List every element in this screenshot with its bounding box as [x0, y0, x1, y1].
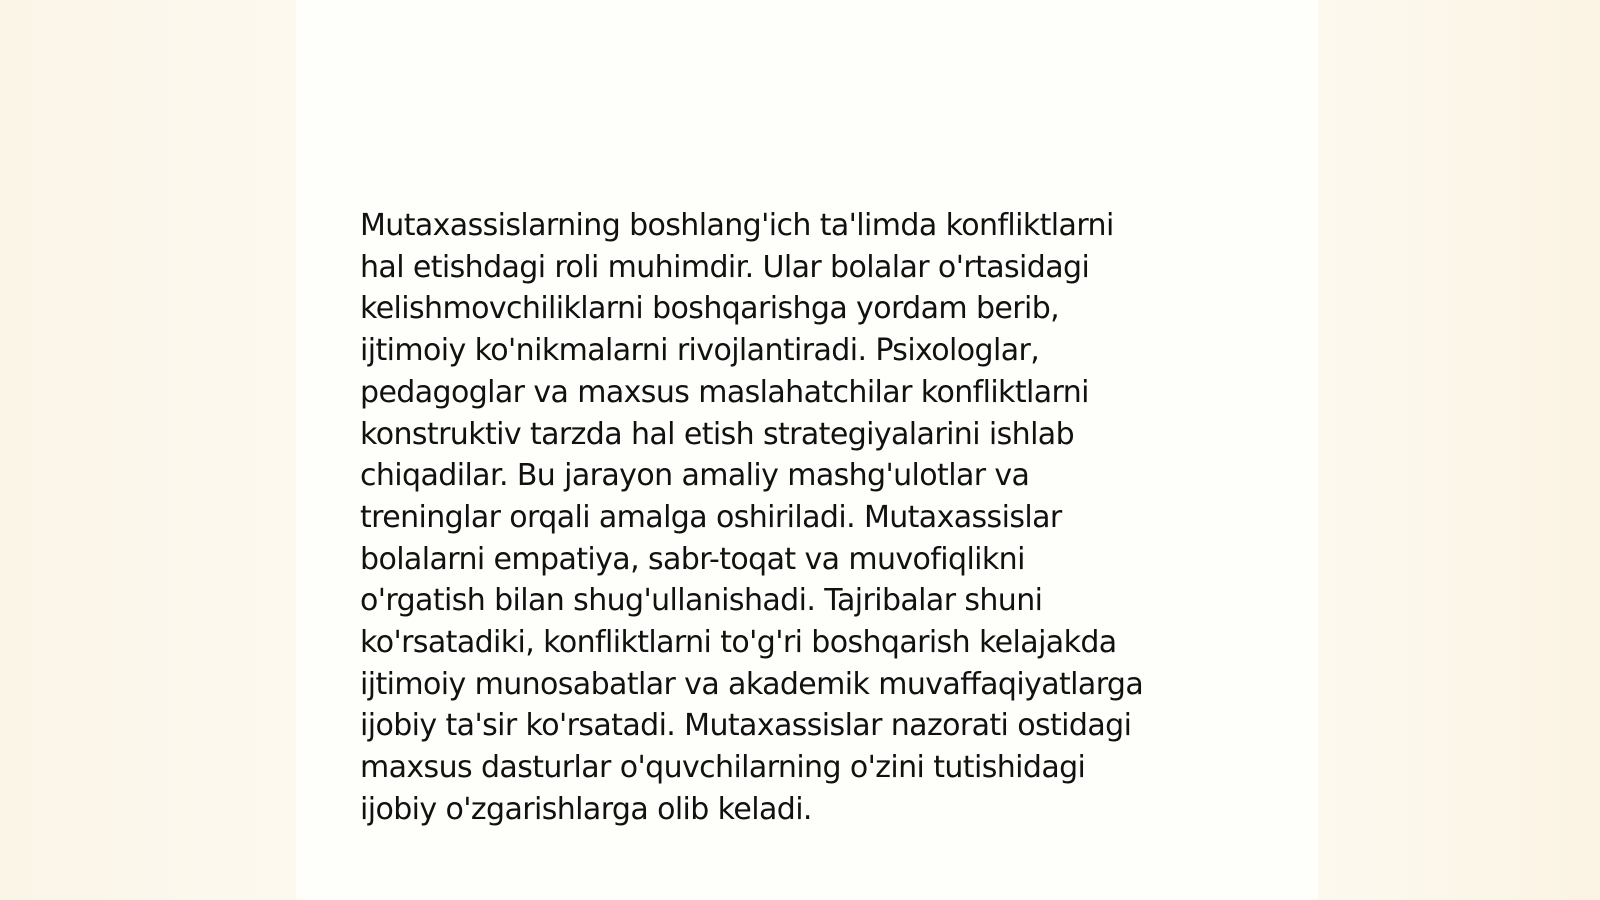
text-line: konstruktiv tarzda hal etish strategiyalarini ishlab — [360, 416, 1075, 452]
slide — [296, 0, 1318, 900]
text-line: chiqadilar. Bu jarayon amaliy mashg'ulotlar va — [360, 458, 1030, 494]
text-line: o'rgatish bilan shug'ullanishadi. Tajribalar shuni — [360, 583, 1043, 619]
text-line: hal etishdagi roli muhimdir. Ular bolalar o'rtasidagi — [360, 249, 1090, 285]
text-line: treninglar orqali amalga oshiriladi. Mutaxassislar — [360, 499, 1062, 535]
text-line: maxsus dasturlar o'quvchilarning o'zini tutishidagi — [360, 750, 1086, 786]
text-line: ko'rsatadiki, konfliktlarni to'g'ri boshqarish kelajakda — [360, 625, 1117, 661]
text-line: ijobiy ta'sir ko'rsatadi. Mutaxassislar nazorati ostidagi — [360, 708, 1132, 744]
text-line: kelishmovchiliklarni boshqarishga yordam berib, — [360, 291, 1060, 327]
text-line: ijtimoiy ko'nikmalarni rivojlantiradi. Psixologlar, — [360, 333, 1040, 369]
text-line: ijtimoiy munosabatlar va akademik muvaffaqiyatlarga — [360, 666, 1144, 702]
text-line: pedagoglar va maxsus maslahatchilar konfliktlarni — [360, 374, 1089, 410]
text-line: ijobiy o'zgarishlarga olib keladi. — [360, 791, 812, 827]
text-line: Mutaxassislarning boshlang'ich ta'limda konfliktlarni — [360, 208, 1114, 243]
paragraph-text — [360, 205, 1260, 831]
text-line: bolalarni empatiya, sabr-toqat va muvofiqlikni — [360, 541, 1025, 577]
